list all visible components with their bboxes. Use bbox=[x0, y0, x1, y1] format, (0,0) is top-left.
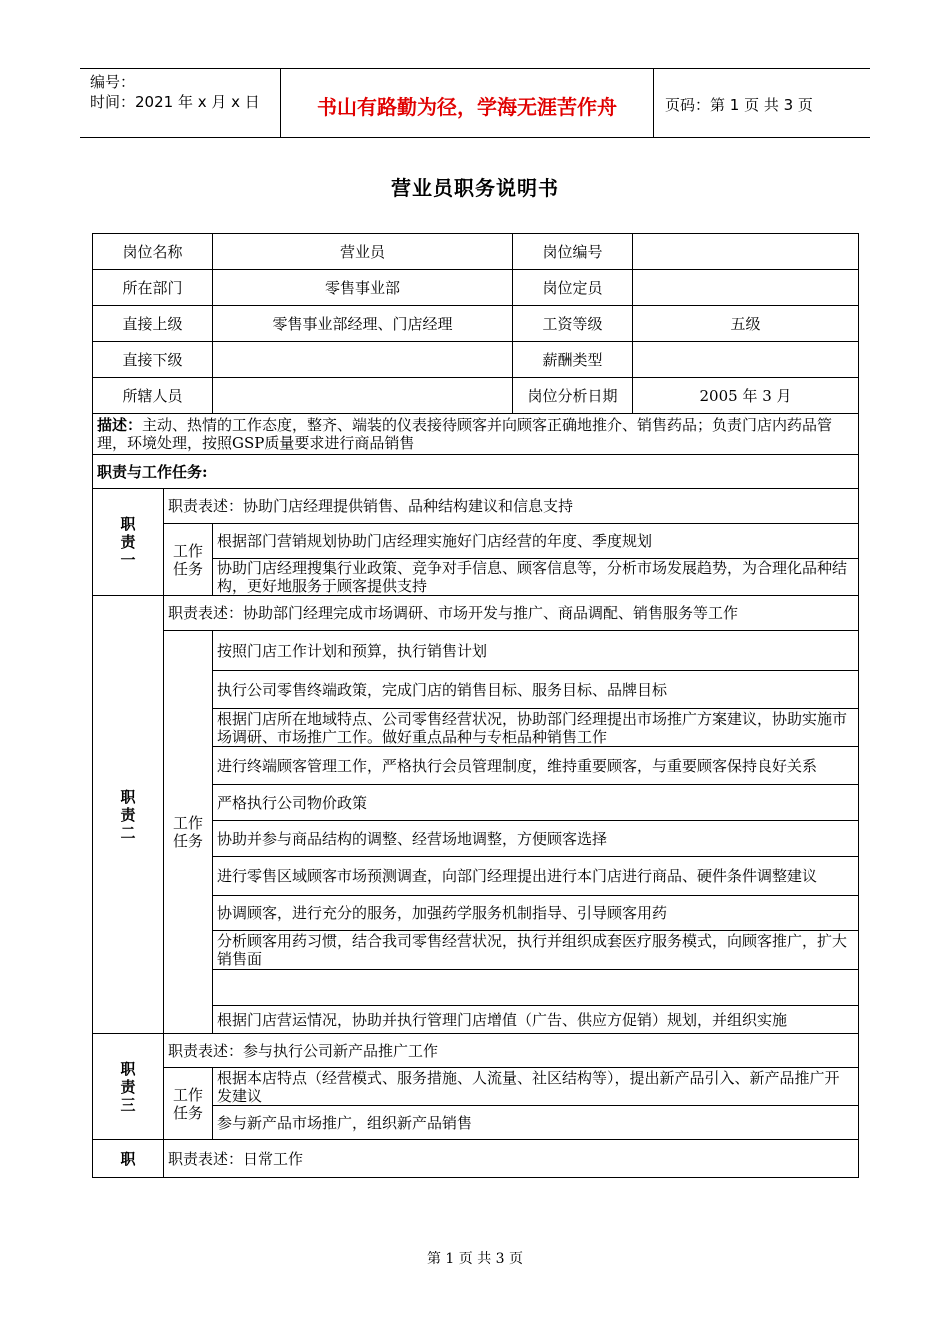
task-item: 参与新产品市场推广，组织新产品销售 bbox=[213, 1106, 859, 1140]
task-group-label: 工作 任务 bbox=[164, 631, 213, 1034]
field-label: 所在部门 bbox=[93, 270, 213, 306]
doc-number-label: 编号： bbox=[90, 73, 136, 91]
duty-1-label: 职 责 一 bbox=[93, 489, 164, 596]
task-item-empty bbox=[213, 970, 859, 1006]
doc-time-label: 时间：2021 年 x 月 x 日 bbox=[90, 93, 260, 111]
field-label: 薪酬类型 bbox=[513, 342, 633, 378]
field-value bbox=[633, 270, 859, 306]
duty-statement: 职责表述：协助部门经理完成市场调研、市场开发与推广、商品调配、销售服务等工作 bbox=[164, 596, 859, 631]
duty-statement-row bbox=[93, 1034, 859, 1068]
field-label: 所辖人员 bbox=[93, 378, 213, 414]
task-item: 协调顾客，进行充分的服务，加强药学服务机制指导、引导顾客用药 bbox=[213, 896, 859, 931]
task-item: 协助并参与商品结构的调整、经营场地调整，方便顾客选择 bbox=[213, 821, 859, 857]
task-row bbox=[93, 1068, 859, 1106]
description-row bbox=[93, 414, 859, 455]
field-label: 直接上级 bbox=[93, 306, 213, 342]
task-item: 严格执行公司物价政策 bbox=[213, 785, 859, 821]
duty-statement: 职责表述：协助门店经理提供销售、品种结构建议和信息支持 bbox=[164, 489, 859, 524]
task-group-label: 工作 任务 bbox=[164, 524, 213, 596]
duty-statement-row bbox=[93, 489, 859, 524]
field-label: 岗位名称 bbox=[93, 234, 213, 270]
info-row bbox=[93, 270, 859, 306]
field-value: 营业员 bbox=[213, 234, 513, 270]
duties-heading: 职责与工作任务: bbox=[93, 455, 859, 489]
task-item: 进行零售区域顾客市场预测调查，向部门经理提出进行本门店进行商品、硬件条件调整建议 bbox=[213, 857, 859, 896]
field-label: 直接下级 bbox=[93, 342, 213, 378]
header-motto: 书山有路勤为径，学海无涯苦作舟 bbox=[317, 95, 617, 119]
task-group-label: 工作 任务 bbox=[164, 1068, 213, 1140]
info-row bbox=[93, 342, 859, 378]
header-divider bbox=[653, 69, 654, 137]
field-label: 岗位分析日期 bbox=[513, 378, 633, 414]
field-value: 2005 年 3 月 bbox=[633, 378, 859, 414]
task-item: 执行公司零售终端政策，完成门店的销售目标、服务目标、品牌目标 bbox=[213, 671, 859, 709]
field-value: 零售事业部经理、门店经理 bbox=[213, 306, 513, 342]
task-item: 根据门店营运情况，协助并执行管理门店增值（广告、供应方促销）规划，并组织实施 bbox=[213, 1006, 859, 1034]
page-footer: 第 1 页 共 3 页 bbox=[426, 1251, 524, 1267]
duties-heading-row bbox=[93, 455, 859, 489]
task-item: 协助门店经理搜集行业政策、竞争对手信息、顾客信息等，分析市场发展趋势，为合理化品种结构，更好地服务于顾客提供支持 bbox=[213, 559, 859, 596]
task-item: 进行终端顾客管理工作，严格执行会员管理制度，维持重要顾客，与重要顾客保持良好关系 bbox=[213, 747, 859, 785]
duty-4-label: 职 bbox=[93, 1140, 164, 1178]
field-value bbox=[633, 342, 859, 378]
field-value: 零售事业部 bbox=[213, 270, 513, 306]
duty-statement-row bbox=[93, 1140, 859, 1178]
duty-statement-row bbox=[93, 596, 859, 631]
task-item: 根据门店所在地域特点、公司零售经营状况，协助部门经理提出市场推广方案建议，协助实施市场调研、市场推广工作。做好重点品种与专柜品种销售工作 bbox=[213, 709, 859, 747]
duty-3-label: 职 责 三 bbox=[93, 1034, 164, 1140]
duty-statement: 职责表述：参与执行公司新产品推广工作 bbox=[164, 1034, 859, 1068]
task-row bbox=[93, 631, 859, 671]
page-header bbox=[80, 68, 870, 138]
field-label: 岗位定员 bbox=[513, 270, 633, 306]
task-item: 根据部门营销规划协助门店经理实施好门店经营的年度、季度规划 bbox=[213, 524, 859, 559]
field-value bbox=[633, 234, 859, 270]
task-row bbox=[93, 524, 859, 559]
field-value bbox=[213, 342, 513, 378]
field-label: 工资等级 bbox=[513, 306, 633, 342]
header-page-info: 页码：第 1 页 共 3 页 bbox=[665, 96, 813, 114]
description-cell bbox=[93, 414, 859, 455]
description-label: 描述： bbox=[97, 416, 143, 434]
description-text: 主动、热情的工作态度，整齐、端装的仪表接待顾客并向顾客正确地推介、销售药品；负责门店内药品管理，环境处理，按照GSP质量要求进行商品销售 bbox=[97, 416, 833, 452]
header-meta bbox=[90, 72, 260, 112]
document-title: 营业员职务说明书 bbox=[391, 176, 559, 200]
field-value: 五级 bbox=[633, 306, 859, 342]
field-value bbox=[213, 378, 513, 414]
task-item: 根据本店特点（经营模式、服务措施、人流量、社区结构等），提出新产品引入、新产品推广开发建议 bbox=[213, 1068, 859, 1106]
task-item: 按照门店工作计划和预算，执行销售计划 bbox=[213, 631, 859, 671]
info-row bbox=[93, 378, 859, 414]
info-row bbox=[93, 234, 859, 270]
task-item: 分析顾客用药习惯，结合我司零售经营状况，执行并组织成套医疗服务模式，向顾客推广，扩大销售面 bbox=[213, 931, 859, 970]
job-description-table bbox=[92, 233, 859, 1178]
duty-2-label: 职 责 二 bbox=[93, 596, 164, 1034]
field-label: 岗位编号 bbox=[513, 234, 633, 270]
info-row bbox=[93, 306, 859, 342]
duty-statement: 职责表述：日常工作 bbox=[164, 1140, 859, 1178]
